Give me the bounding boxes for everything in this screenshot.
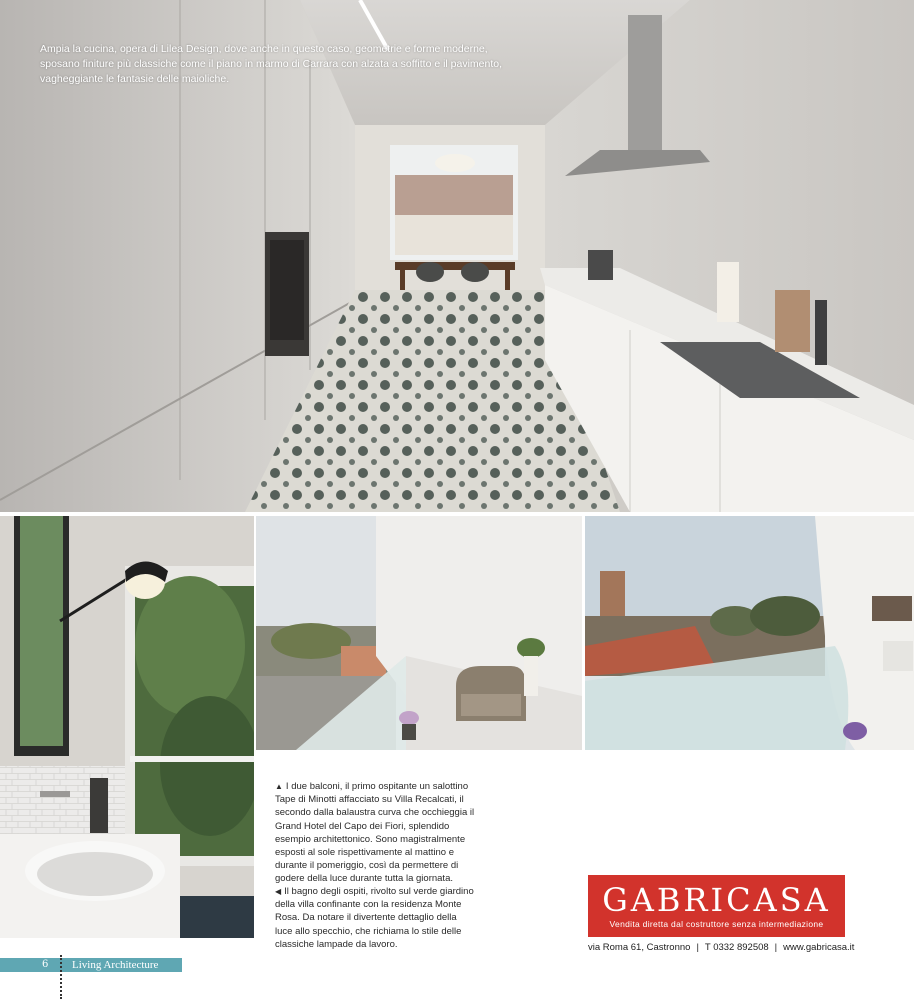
balconies-caption-text: I due balconi, il primo ospitante un salottino Tape di Minotti affacciato su Villa Recalcati, il secondo dalla balaustra curva che occhieggia il Grand Hotel del Capo dei Fiori, splendido esempio architettonico. Sono magistralmente esposti al sole rispettivamente al mattino e durante il pomeriggio, così da permettere di godere della luce durante tutta la giornata. xyxy=(275,781,475,885)
contact-address: via Roma 61, Castronno xyxy=(588,942,691,953)
bathroom-caption xyxy=(275,885,475,951)
balconies-caption xyxy=(275,780,475,886)
page-number: 6 xyxy=(42,959,49,970)
contact-line xyxy=(588,942,855,953)
bathroom-photo xyxy=(0,516,254,938)
footer-dotted-divider xyxy=(60,955,62,999)
bathroom-caption-text: Il bagno degli ospiti, rivolto sul verde giardino della villa confinante con la residenza Monte Rosa. Da notare il divertente dettaglio della luce allo specchio, che richiama lo stile delle classiche lampade da lavoro. xyxy=(275,886,474,950)
kitchen-caption: Ampia la cucina, opera di Lilea Design, dove anche in questo caso, geometrie e forme moderne, sposano finiture più classiche come il piano in marmo di Carrara con alzata a soffitto e il pavimento, vagheggiante le fantasie delle maioliche. xyxy=(40,43,503,85)
contact-phone: T 0332 892508 xyxy=(704,942,769,953)
contact-separator: | xyxy=(696,942,699,953)
left-arrow-icon: ◀ xyxy=(275,887,282,896)
up-arrow-icon: ▲ xyxy=(275,782,283,791)
contact-website[interactable]: www.gabricasa.it xyxy=(783,942,855,953)
gabricasa-logo xyxy=(588,875,845,937)
brand-tagline: Vendita diretta dal costruttore senza intermediazione xyxy=(609,919,824,929)
contact-separator: | xyxy=(774,942,778,953)
balcony-photo-1 xyxy=(256,516,582,750)
section-title: Living Architecture xyxy=(72,959,159,971)
balcony-photo-2 xyxy=(585,516,914,750)
brand-name: GABRICASA xyxy=(602,881,831,919)
